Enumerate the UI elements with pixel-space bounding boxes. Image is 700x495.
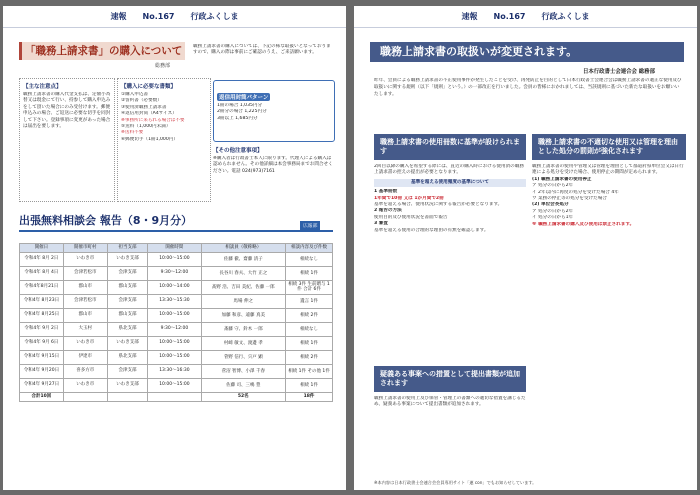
documents-item: ※送料不要 — [121, 130, 144, 136]
table-total-row — [20, 392, 333, 401]
consultation-title: 出張無料相談会 報告（8・9月分） — [19, 212, 333, 232]
table-cell: 佐藤 徹、齋藤 清子 — [201, 252, 286, 266]
table-row — [20, 322, 333, 336]
table-cell: いわき支部 — [107, 252, 148, 266]
usage-limit-item: 基準を超える使用の合理的な理由の有無を確認します。 — [374, 227, 489, 233]
other-text: ※購入者は行政書士本人に限ります。代理人による購入は認められません。その他詳細は本会事務局までお問合せください。電話 024(973)7161 — [213, 156, 333, 174]
table-cell: 伊達市 — [63, 350, 107, 364]
purchase-intro: 職務上請求書の購入については、下記の様な取扱いとなっておりますので、購入の際は事前にご確認のうえ、ご来訪願います。 — [193, 44, 331, 56]
change-title: 職務上請求書の取扱いが変更されます。 — [370, 42, 684, 62]
table-row — [20, 336, 333, 350]
notes-column — [19, 78, 115, 202]
table-cell: 会津若松市 — [63, 294, 107, 308]
table-cell: 郡山支部 — [107, 308, 148, 322]
fee-column — [213, 78, 335, 202]
table-cell: 佐藤 司、三嶋 豊 — [201, 378, 286, 392]
change-intro: 昨年、会員による職務上請求書の不正使用事件が発生したことを受け、再発防止を目的として日本行政書士会連合会は職務上請求書の適正な使用及び取扱いに関する規則（以下「規則」という。）の一部改正を行いました。会員の皆様におかれましては、当該規則に基づいた新たな取扱いをお願いいたします。 — [374, 78, 682, 97]
table-cell: 令和4年 8月25日 — [20, 308, 64, 322]
table-cell: いわき市 — [63, 336, 107, 350]
table-total-cell — [148, 392, 201, 401]
purchase-dept: 総務部 — [155, 63, 171, 69]
footnote: ※本内容は日本行政書士会連合会会員専用サイト「連 con」でもお知らせしています。 — [374, 480, 537, 485]
header-name: 行政ふくしま — [190, 12, 239, 21]
notes-text: 職務上請求書の購入代金支払は、定額小為替又は現金にて行い、持参して購入申込みをして頂いた場合にのみ受付けます。郵便申込みの場合、ご返送に必要な切手を同封して下さい。登録事項に変更があった場合は届出を要します。 — [23, 92, 111, 130]
penalty-item: (1) 職務上請求書の使用停止 — [532, 176, 592, 182]
documents-item: ④返信用封筒（A4サイズ） — [121, 111, 177, 117]
table-total-cell — [107, 392, 148, 401]
usage-limit-heading: 職務上請求書の使用冊数に基準が設けられます — [374, 134, 526, 160]
penalty-text: 職務上請求書の使用や管理又は管理を理由として都道府県単位会又は日行連による処分を受けた場合、使用停止の期間が定められます。 — [532, 164, 684, 176]
table-cell: 相続なし — [286, 322, 333, 336]
usage-limit-item: 使用目的及び使用状況を書面で報告 — [374, 214, 448, 220]
table-cell: 10:00～15:00 — [148, 308, 201, 322]
table-cell: 会津支部 — [107, 294, 148, 308]
table-cell: いわき市 — [63, 252, 107, 266]
table-header-cell: 開催時間 — [148, 244, 201, 253]
table-header-cell: 相談内容及び件数 — [286, 244, 333, 253]
fee-row: 1冊の場合 1,035円分 — [217, 103, 263, 108]
table-cell: 加藤 和彦、遠藤 真美 — [201, 308, 286, 322]
documents-item: ③使用済職務上請求書 — [121, 104, 167, 110]
table-cell: いわき支部 — [107, 336, 148, 350]
table-cell: 郡山市 — [63, 280, 107, 294]
usage-limit-item: 2 報告の方法 — [374, 208, 402, 214]
table-cell: いわき市 — [63, 378, 107, 392]
usage-limit-item: 1年間で10冊 又は 1か月間で2冊 — [374, 195, 444, 201]
usage-limit-item: 3 審査 — [374, 221, 388, 227]
table-cell: 相続 3件 生前贈与 1件 合計 6件 — [286, 280, 333, 294]
penalty-item: ウ 業務の停止等の処分を受けた場合 — [532, 196, 607, 202]
table-cell: 令和4年8月21日 — [20, 280, 64, 294]
table-cell: 斎藤 守、鈴木 一郎 — [201, 322, 286, 336]
documents-item: ⑤送料（1,000円未満） — [121, 124, 171, 130]
table-cell: 令和4年 9月 2日 — [20, 322, 64, 336]
table-cell: 県北支部 — [107, 322, 148, 336]
table-total-cell — [63, 392, 107, 401]
table-cell: 10:00～15:00 — [148, 252, 201, 266]
table-cell: 会津支部 — [107, 266, 148, 280]
table-total-cell: 52名 — [201, 392, 286, 401]
table-cell: 長谷川 春夫、大竹 正之 — [201, 266, 286, 280]
table-cell: 相続 2件 — [286, 308, 333, 322]
fee-row: 2冊分の場合 1,225円分 — [217, 109, 267, 115]
table-cell: 村﨑 敏文、渡邊 孝 — [201, 336, 286, 350]
table-cell: 13:30～15:30 — [148, 294, 201, 308]
fee-row: 3冊以上 1,685円分 — [217, 115, 258, 121]
table-row — [20, 280, 333, 294]
penalty-item: イ 処分の日から1年 — [532, 215, 574, 221]
table-cell: 相続 2件 — [286, 350, 333, 364]
table-cell: 郡山支部 — [107, 280, 148, 294]
usage-limit-text: 2回目以降の購入を希望する際には、直近の購入時における使用済の職務上請求書の控えの提出が必要となります。 — [374, 164, 524, 176]
table-cell: 10:00～14:00 — [148, 280, 201, 294]
documents-item: ②誓約書（必要数） — [121, 98, 162, 104]
table-cell: 令和4年 9月15日 — [20, 350, 64, 364]
documents-column — [117, 78, 211, 202]
return-envelope-box — [213, 80, 335, 142]
table-row — [20, 266, 333, 280]
page-header — [3, 6, 346, 28]
table-cell: 令和4年 8月 2日 — [20, 252, 64, 266]
table-cell: 令和4年 8月23日 — [20, 294, 64, 308]
table-row — [20, 378, 333, 392]
usage-limit-item: 1 基準冊数 — [374, 189, 398, 195]
table-cell: 馬場 伸之 — [201, 294, 286, 308]
penalty-item: (2) 単位会長処分 — [532, 202, 569, 208]
penalty-item: ア 処分の日から2年 — [532, 183, 574, 189]
header-title: 速報 — [461, 12, 478, 21]
table-cell: 髙野 浩、吉田 美紀、佐藤 一郎 — [201, 280, 286, 294]
penalty-item: ア 処分の日から2年 — [532, 208, 574, 214]
table-header-cell: 担当支部 — [107, 244, 148, 253]
usage-limit-subheading: 基準を超える使用頻度の基準について — [374, 179, 526, 187]
table-cell: 県北支部 — [107, 350, 148, 364]
documents-item: ⑥郵便切手（1冊1,000円） — [121, 136, 178, 142]
table-row — [20, 364, 333, 378]
header-title: 速報 — [110, 12, 127, 21]
other-title: 【その他注意事項】 — [213, 148, 263, 154]
page-header — [354, 6, 697, 28]
table-cell: 相続 1件 その他 1件 — [286, 364, 333, 378]
table-cell: 大玉村 — [63, 322, 107, 336]
table-cell: 令和4年 9月 6日 — [20, 336, 64, 350]
fee-title: 返信用封筒パターン — [219, 95, 269, 101]
table-cell: 相続 1件 — [286, 266, 333, 280]
table-row — [20, 252, 333, 266]
penalty-item: ※ 職務上請求書の購入及び使用は禁止されます。 — [532, 221, 635, 227]
table-header-cell: 相談員（敬称略） — [201, 244, 286, 253]
table-row — [20, 294, 333, 308]
table-cell: 菅野 信行、宍戸 顕 — [201, 350, 286, 364]
usage-limit-body — [374, 164, 526, 360]
table-cell: 郡山市 — [63, 308, 107, 322]
table-cell: 9:30～12:00 — [148, 266, 201, 280]
table-cell: 菅沼 智博、小澤 千春 — [201, 364, 286, 378]
table-cell: 令和4年 9月27日 — [20, 378, 64, 392]
suspicious-case-heading: 疑義ある事案への措置として提出書類が追加されます — [374, 366, 526, 392]
table-cell: 10:00～15:00 — [148, 336, 201, 350]
table-total-cell: 18件 — [286, 392, 333, 401]
table-cell: いわき支部 — [107, 378, 148, 392]
notes-title: 【主な注意点】 — [23, 84, 62, 90]
documents-title: 【購入に必要な書類】 — [121, 84, 177, 90]
table-row — [20, 308, 333, 322]
header-issue: No.167 — [142, 12, 175, 21]
table-cell: 相続 1件 — [286, 378, 333, 392]
left-page — [3, 6, 346, 490]
header-name: 行政ふくしま — [541, 12, 590, 21]
table-cell: 10:00～15:00 — [148, 378, 201, 392]
table-cell: 会津若松市 — [63, 266, 107, 280]
suspicious-case-text: 職務上請求書の使用上及び保管・管理上の書類への適切な措置を講じるため、疑義ある事案について提出書類が追加されます。 — [374, 396, 526, 408]
consultation-table — [19, 243, 333, 485]
usage-limit-item: 基準を超える場合、使用状況に関する報告が必要となります。 — [374, 202, 503, 208]
other-notes — [213, 146, 335, 200]
table-cell: 10:00～15:00 — [148, 350, 201, 364]
table-header-cell: 開催市町村 — [63, 244, 107, 253]
table-cell: 喜多方市 — [63, 364, 107, 378]
table-cell: 9:30～12:00 — [148, 322, 201, 336]
table-row — [20, 350, 333, 364]
documents-item: ※事務所に来られる場合は不要 — [121, 117, 185, 123]
consultation-dept-badge: 広報部 — [300, 221, 320, 230]
table-total-cell: 合計10回 — [20, 392, 64, 401]
documents-item: ①購入申込書 — [121, 92, 149, 97]
purchase-title: 「職務上請求書」の購入について — [19, 42, 185, 60]
table-cell: 令和4年 9月20日 — [20, 364, 64, 378]
table-cell: 13:30～16:30 — [148, 364, 201, 378]
penalty-item: イ 2年以内に再度の処分を受けた場合 4年 — [532, 189, 619, 195]
table-cell: 会津支部 — [107, 364, 148, 378]
penalty-heading: 職務上請求書の不適切な使用又は管理を理由とした処分の罰則が強化されます — [532, 134, 686, 160]
right-page — [354, 6, 697, 490]
change-dept: 日本行政書士会連合会 総務部 — [583, 69, 655, 75]
table-header-cell: 開催日 — [20, 244, 64, 253]
penalty-body — [532, 164, 686, 476]
table-cell: 令和4年 8月 4日 — [20, 266, 64, 280]
table-cell: 相続なし — [286, 252, 333, 266]
table-cell: 遺言 1件 — [286, 294, 333, 308]
table-cell: 相続 1件 — [286, 336, 333, 350]
header-issue: No.167 — [493, 12, 526, 21]
